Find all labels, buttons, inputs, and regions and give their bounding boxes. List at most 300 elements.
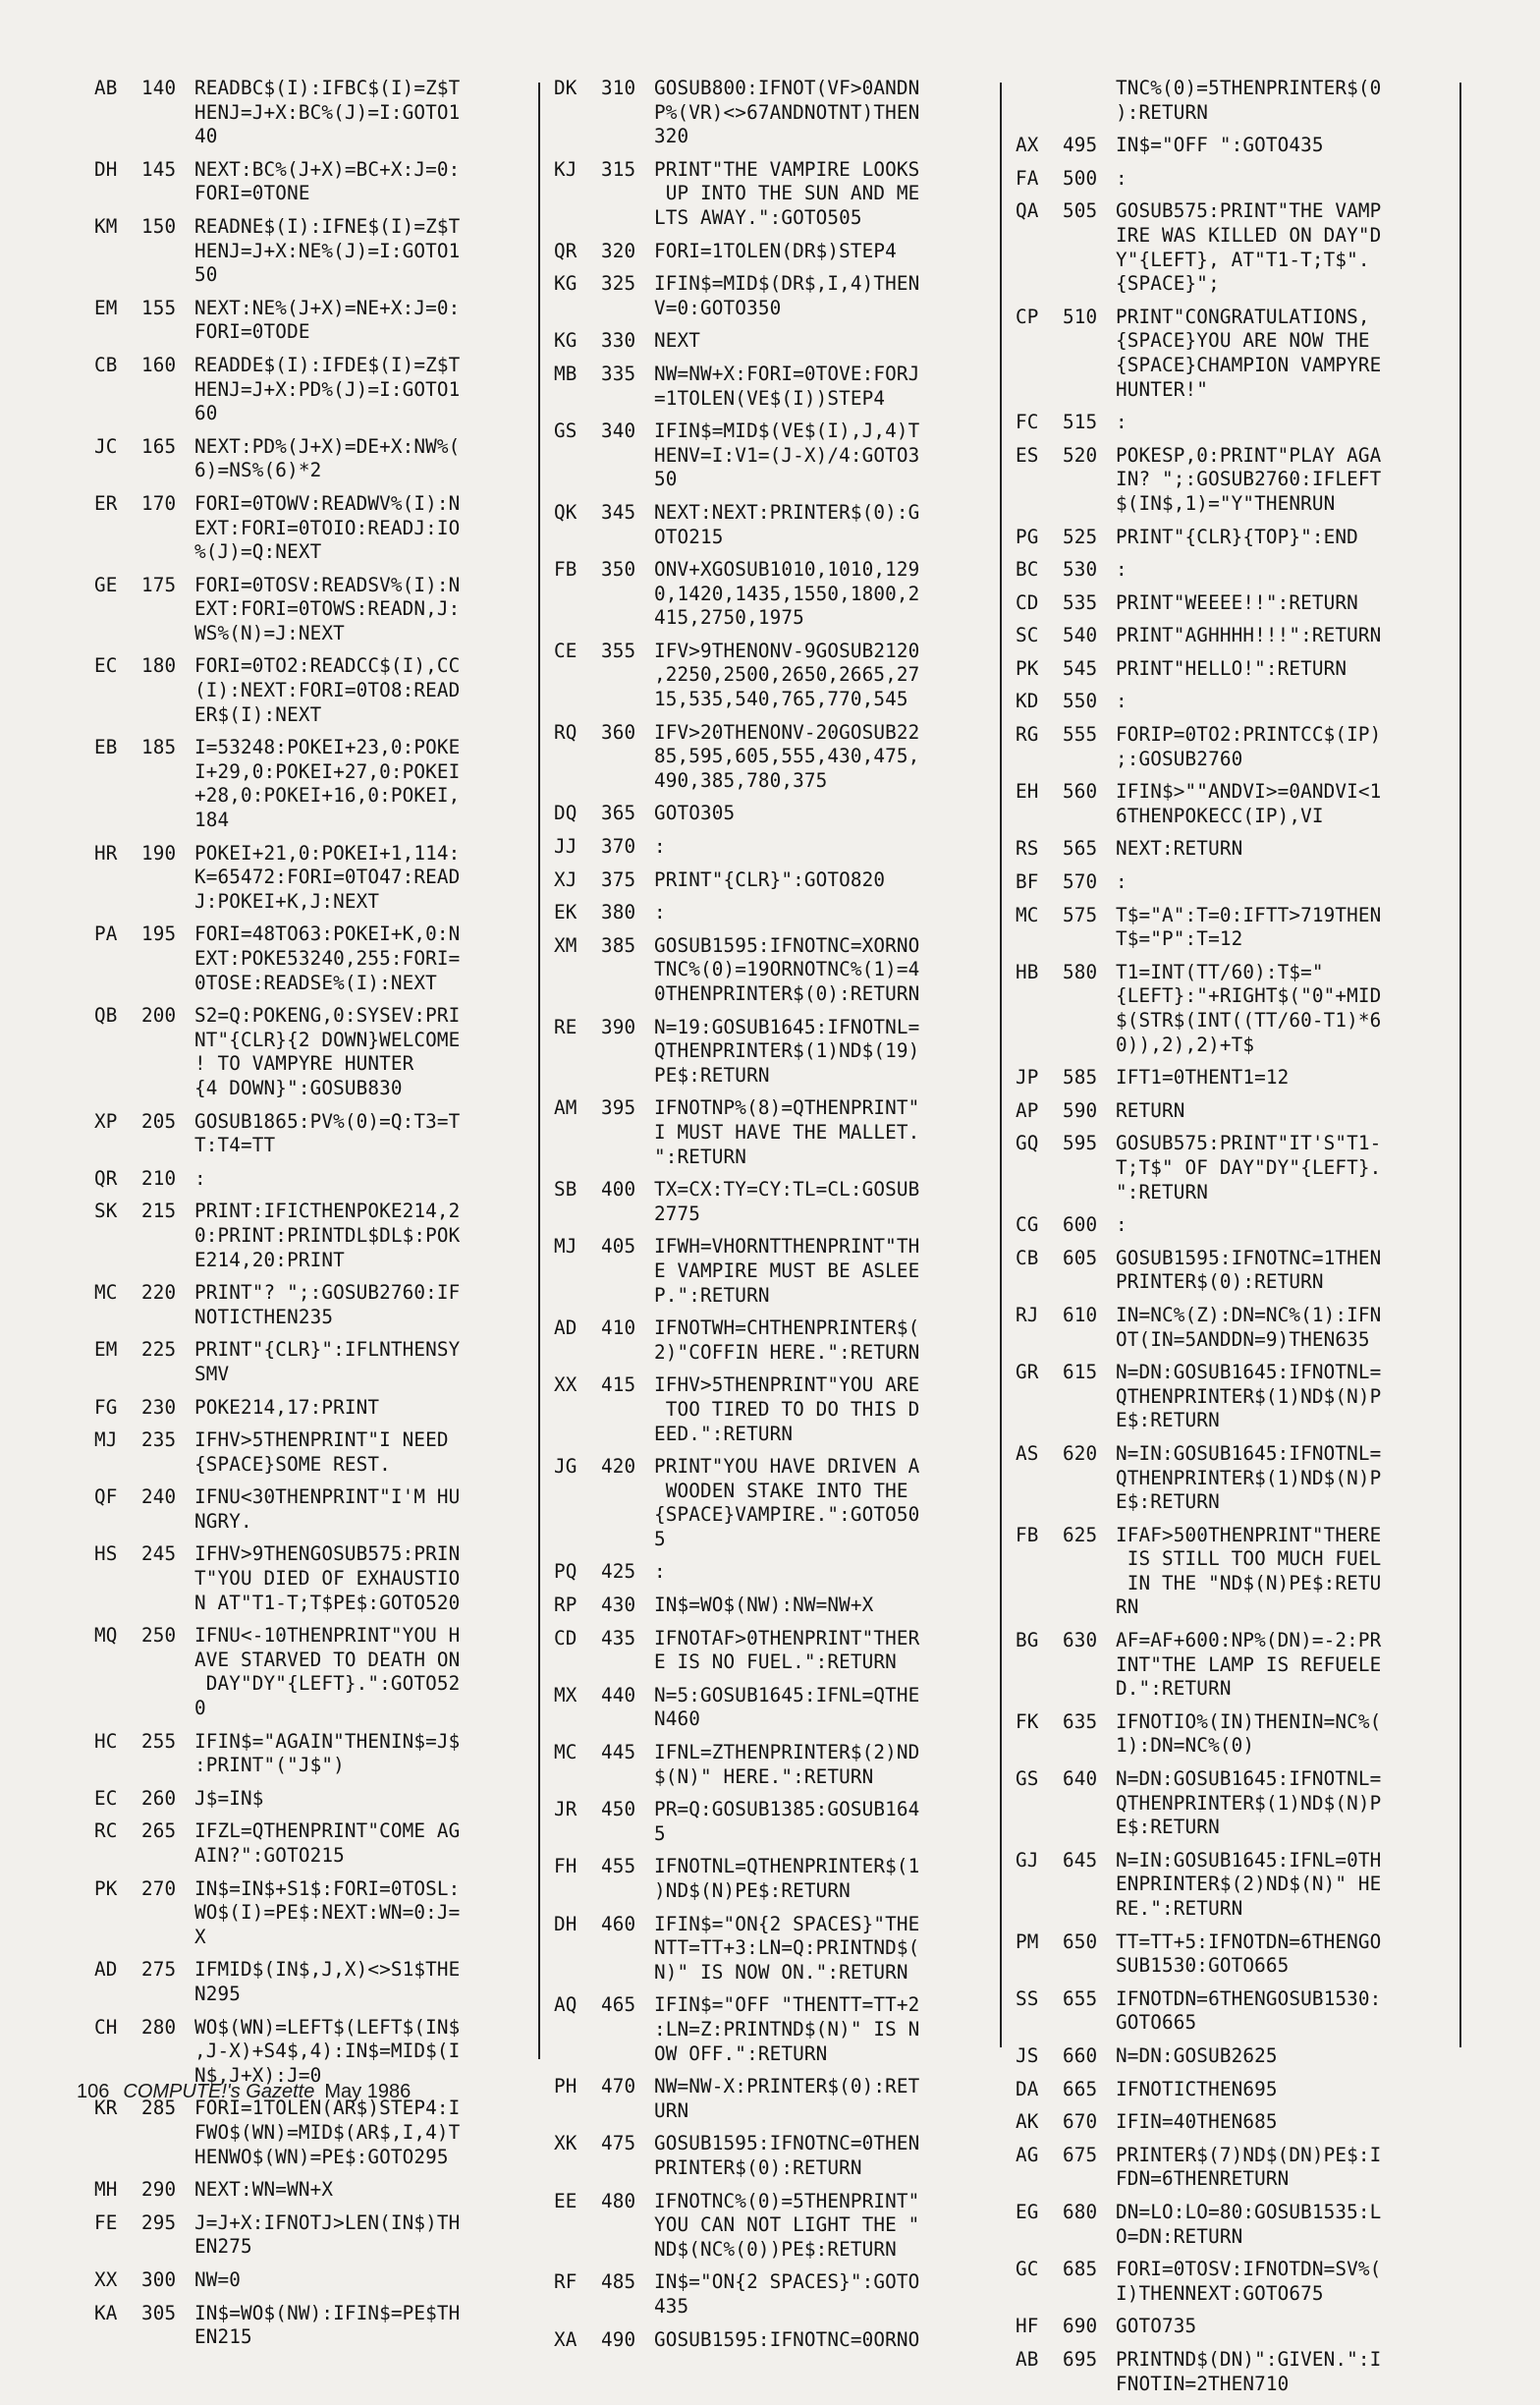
code-text: IFNOTWH=CHTHENPRINTER$( 2)"COFFIN HERE.":RETURN [654, 1316, 920, 1364]
listing-line [94, 1730, 526, 1778]
listing-line [1016, 2078, 1448, 2102]
line-number: 285 [141, 2097, 177, 2120]
line-number: 160 [141, 353, 177, 376]
listing-line [94, 2302, 526, 2350]
publication-name: COMPUTE!'s Gazette [123, 2081, 315, 2102]
code-text: GOSUB1595:IFNOTNC=0THEN PRINTER$(0):RETURN [654, 2132, 920, 2179]
line-number: 540 [1063, 624, 1098, 647]
checksum: JJ [554, 835, 578, 859]
line-number: 175 [141, 573, 177, 596]
checksum: SS [1016, 1986, 1039, 2010]
line-number: 235 [141, 1428, 177, 1452]
checksum: HF [1016, 2315, 1039, 2338]
checksum: XX [554, 1373, 578, 1397]
listing-line [94, 2016, 526, 2089]
line-number: 565 [1063, 837, 1098, 861]
checksum: EC [94, 654, 118, 678]
checksum: DK [554, 77, 578, 99]
code-text: GOTO735 [1116, 2315, 1197, 2338]
checksum: FE [94, 2210, 118, 2234]
code-text: GOTO305 [654, 802, 736, 825]
line-number: 625 [1063, 1523, 1098, 1546]
listing-line [1016, 2201, 1448, 2249]
listing-line [94, 1819, 526, 1868]
line-number: 390 [601, 1015, 636, 1038]
checksum: KJ [554, 157, 578, 181]
code-text: READDE$(I):IFDE$(I)=Z$T HENJ=J+X:PD%(J)=I:GOTO1 60 [194, 353, 461, 425]
listing-line [1016, 837, 1448, 862]
code-text: RETURN [1116, 1098, 1185, 1122]
listing-line [554, 272, 986, 320]
listing-line [1016, 134, 1448, 158]
checksum: MH [94, 2178, 118, 2202]
line-number: 620 [1063, 1441, 1098, 1465]
code-text: TX=CX:TY=CY:TL=CL:GOSUB 2775 [654, 1178, 920, 1225]
listing-line [1016, 1099, 1448, 1124]
listing-line [554, 2270, 986, 2319]
listing-line [1016, 558, 1448, 583]
code-text: GOSUB575:PRINT"IT'S"T1- T;T$" OF DAY"DY"{LEFT}. ":RETURN [1116, 1132, 1382, 1203]
checksum: RG [1016, 723, 1039, 747]
checksum: EE [554, 2189, 578, 2212]
checksum: EM [94, 1338, 118, 1362]
checksum: XP [94, 1109, 118, 1133]
checksum: DH [94, 157, 118, 181]
line-number: 150 [141, 214, 177, 238]
checksum: GR [1016, 1361, 1039, 1384]
line-number: 465 [601, 1993, 636, 2017]
line-number: 340 [601, 419, 636, 443]
listing-line [94, 1281, 526, 1329]
checksum: HB [1016, 960, 1039, 983]
line-number: 140 [141, 77, 177, 99]
code-text: GOSUB1595:IFNOTNC=XORNO TNC%(0)=19ORNOTNC%(1)=4 0THENPRINTER$(0):RETURN [654, 933, 920, 1005]
listing-line [554, 1855, 986, 1903]
listing-line [1016, 526, 1448, 550]
line-number: 545 [1063, 656, 1098, 680]
code-text: IN$=WO$(NW):IFIN$=PE$TH EN215 [194, 2301, 461, 2349]
listing-line [554, 1235, 986, 1308]
checksum: XA [554, 2327, 578, 2351]
code-text: NW=NW-X:PRINTER$(0):RET URN [654, 2075, 920, 2122]
code-text: IFIN=40THEN685 [1116, 2110, 1278, 2134]
code-text: PRINT"YOU HAVE DRIVEN A WOODEN STAKE INTO THE {SPACE}VAMPIRE.":GOTO50 5 [654, 1455, 920, 1550]
line-number: 325 [601, 272, 636, 296]
listing-line [554, 558, 986, 631]
line-number: 585 [1063, 1066, 1098, 1090]
checksum: ER [94, 491, 118, 515]
line-number: 350 [601, 558, 636, 582]
line-number: 470 [601, 2075, 636, 2098]
listing-line [554, 158, 986, 231]
code-text: IN$=WO$(NW):NW=NW+X [654, 1594, 874, 1617]
checksum: FC [1016, 411, 1039, 434]
code-text: IFNOTAF>0THENPRINT"THER E IS NO FUEL.":RETURN [654, 1626, 920, 1674]
checksum: HR [94, 841, 118, 865]
line-number: 510 [1063, 305, 1098, 328]
checksum: ES [1016, 443, 1039, 467]
checksum: KR [94, 2097, 118, 2120]
listing-line [1016, 1132, 1448, 1204]
code-text: IFV>9THENONV-9GOSUB2120 ,2250,2500,2650,2665,27 15,535,540,765,770,545 [654, 639, 920, 711]
code-text: N=DN:GOSUB1645:IFNOTNL= QTHENPRINTER$(1)ND$(N)P E$:RETURN [1116, 1767, 1382, 1839]
checksum: AK [1016, 2110, 1039, 2134]
listing-line [94, 492, 526, 565]
checksum: AG [1016, 2143, 1039, 2166]
checksum: EH [1016, 780, 1039, 804]
code-text: PRINT:IFICTHENPOKE214,2 0:PRINT:PRINTDL$DL$:POK E214,20:PRINT [194, 1200, 461, 1271]
code-text: PRINT"{CLR}":GOTO820 [654, 867, 886, 891]
code-text: IN$="OFF ":GOTO435 [1116, 134, 1324, 157]
line-number [1063, 77, 1116, 125]
listing-line [94, 1396, 526, 1421]
code-text: FORIP=0TO2:PRINTCC$(IP) ;:GOSUB2760 [1116, 723, 1382, 770]
line-number: 480 [601, 2189, 636, 2212]
code-text: : [1116, 870, 1128, 894]
code-text: NEXT:NE%(J+X)=NE+X:J=0: FORI=0TODE [194, 296, 461, 344]
code-text: IFIN$="ON{2 SPACES}"THE NTT=TT+3:LN=Q:PRINTND$( N)" IS NOW ON.":RETURN [654, 1912, 920, 1984]
code-text: IFHV>5THENPRINT"YOU ARE TOO TIRED TO DO THIS D EED.":RETURN [654, 1373, 920, 1445]
line-number: 490 [601, 2327, 636, 2351]
line-number: 155 [141, 296, 177, 319]
code-text: FORI=48TO63:POKEI+K,0:N EXT:POKE53240,255:FORI= 0TOSE:READSE%(I):NEXT [194, 923, 461, 994]
code-text: PRINT"AGHHHH!!!":RETURN [1116, 624, 1382, 647]
code-text: N=5:GOSUB1645:IFNL=QTHE N460 [654, 1683, 920, 1731]
code-text: GOSUB575:PRINT"THE VAMP IRE WAS KILLED ON DAY"D Y"{LEFT}, AT"T1-T;T$". {SPACE}"; [1116, 199, 1382, 296]
code-text: PRINT"? ";:GOSUB2760:IF NOTICTHEN235 [194, 1281, 461, 1328]
listing-line [1016, 1213, 1448, 1238]
line-number: 595 [1063, 1132, 1098, 1155]
listing-line [94, 297, 526, 345]
listing-line [554, 2328, 986, 2353]
line-number: 435 [601, 1626, 636, 1650]
line-number: 590 [1063, 1098, 1098, 1122]
line-number: 650 [1063, 1930, 1098, 1953]
line-number: 355 [601, 639, 636, 662]
line-number: 460 [601, 1912, 636, 1935]
listing-line [1016, 306, 1448, 402]
checksum: CD [554, 1626, 578, 1650]
checksum: HC [94, 1729, 118, 1753]
listing-line [1016, 780, 1448, 828]
line-number: 410 [601, 1316, 636, 1340]
checksum: GS [554, 419, 578, 443]
checksum: JP [1016, 1066, 1039, 1090]
listing-line [554, 1316, 986, 1365]
checksum: GS [1016, 1767, 1039, 1791]
checksum: EC [94, 1786, 118, 1810]
line-number: 220 [141, 1281, 177, 1305]
code-text: IN$=IN$+S1$:FORI=0TOSL: WO$(I)=PE$:NEXT:WN=0:J= X [194, 1876, 461, 1948]
line-number: 165 [141, 434, 177, 458]
checksum: XX [94, 2267, 118, 2291]
code-text: : [194, 1166, 206, 1190]
line-number: 365 [601, 802, 636, 825]
line-number: 495 [1063, 134, 1098, 157]
code-text: : [654, 901, 666, 924]
code-text: NEXT [654, 329, 701, 353]
code-text: T$="A":T=0:IFTT>719THEN T$="P":T=12 [1116, 903, 1382, 951]
code-text: PRINT"HELLO!":RETURN [1116, 656, 1348, 680]
listing-line [1016, 2144, 1448, 2192]
checksum: MC [554, 1741, 578, 1764]
code-text: GOSUB1865:PV%(0)=Q:T3=T T:T4=TT [194, 1109, 461, 1157]
code-text: NW=NW+X:FORI=0TOVE:FORJ =1TOLEN(VE$(I))STEP4 [654, 362, 920, 410]
checksum: AM [554, 1096, 578, 1120]
code-text: IN$="ON{2 SPACES}":GOTO 435 [654, 2270, 920, 2318]
code-text: I=53248:POKEI+23,0:POKE I+29,0:POKEI+27,0:POKEI +28,0:POKEI+16,0:POKEI, 184 [194, 736, 461, 832]
checksum [1016, 77, 1063, 125]
code-text: IFNU<30THENPRINT"I'M HU NGRY. [194, 1485, 461, 1533]
listing-line [1016, 2348, 1448, 2396]
listing-line [94, 923, 526, 995]
line-number: 360 [601, 720, 636, 744]
code-text: PRINT"THE VAMPIRE LOOKS UP INTO THE SUN AND ME LTS AWAY.":GOTO505 [654, 157, 920, 229]
line-number: 395 [601, 1096, 636, 1120]
listing-line [94, 1958, 526, 2006]
checksum: GC [1016, 2258, 1039, 2281]
listing-line [554, 1096, 986, 1169]
listing-line [94, 842, 526, 915]
code-text: IFZL=QTHENPRINT"COME AG AIN?":GOTO215 [194, 1819, 461, 1867]
listing-line [554, 934, 986, 1007]
line-number: 550 [1063, 690, 1098, 713]
line-number: 525 [1063, 525, 1098, 548]
checksum: RQ [554, 720, 578, 744]
page-footer [77, 2081, 411, 2103]
listing-line [1016, 2044, 1448, 2069]
code-text: T1=INT(TT/60):T$=" {LEFT}:"+RIGHT$("0"+MID $(STR$(INT((TT/60-T1)*6 0)),2),2)+T$ [1116, 960, 1382, 1056]
line-number: 375 [601, 867, 636, 891]
code-text: IN=NC%(Z):DN=NC%(1):IFN OT(IN=5ANDDN=9)THEN635 [1116, 1303, 1382, 1351]
listing-line [554, 2132, 986, 2180]
checksum: PK [94, 1876, 118, 1900]
code-text: PRINT"CONGRATULATIONS, {SPACE}YOU ARE NOW THE {SPACE}CHAMPION VAMPYRE HUNTER!" [1116, 305, 1382, 401]
line-number: 555 [1063, 723, 1098, 747]
listing-line [554, 1798, 986, 1846]
line-number: 295 [141, 2210, 177, 2234]
listing-line [94, 2268, 526, 2293]
listing-line [1016, 1066, 1448, 1091]
listing-line [554, 835, 986, 860]
checksum: GE [94, 573, 118, 596]
checksum: KA [94, 2301, 118, 2324]
line-number: 225 [141, 1338, 177, 1362]
code-text: : [654, 835, 666, 859]
code-text: IFIN$=MID$(VE$(I),J,4)T HENV=I:V1=(J-X)/4:GOTO3 50 [654, 419, 920, 491]
line-number: 145 [141, 157, 177, 181]
checksum: SC [1016, 624, 1039, 647]
code-text: ONV+XGOSUB1010,1010,129 0,1420,1435,1550,1800,2 415,2750,1975 [654, 558, 920, 630]
listing-line [1016, 1247, 1448, 1295]
checksum: SK [94, 1200, 118, 1223]
listing-line [94, 1167, 526, 1192]
listing-line [554, 721, 986, 794]
line-number: 185 [141, 736, 177, 759]
line-number: 520 [1063, 443, 1098, 467]
line-number: 660 [1063, 2043, 1098, 2067]
listing-line [94, 1004, 526, 1100]
code-text: TNC%(0)=5THENPRINTER$(0 ):RETURN [1116, 77, 1382, 124]
checksum: CP [1016, 305, 1039, 328]
checksum: PH [554, 2075, 578, 2098]
checksum: MC [1016, 903, 1039, 926]
line-number: 245 [141, 1542, 177, 1566]
code-text: N=IN:GOSUB1645:IFNOTNL= QTHENPRINTER$(1)ND$(N)P E$:RETURN [1116, 1441, 1382, 1514]
listing-line [1016, 411, 1448, 435]
listing-column-1 [94, 77, 526, 2359]
listing-line [1016, 904, 1448, 952]
code-text: GOSUB800:IFNOT(VF>0ANDN P%(VR)<>67ANDNOTNT)THEN 320 [654, 77, 920, 148]
code-text: : [1116, 690, 1128, 713]
listing-line [554, 501, 986, 549]
listing-line [94, 736, 526, 832]
line-number: 300 [141, 2267, 177, 2291]
code-text: PRINTND$(DN)":GIVEN.":I FNOTIN=2THEN710 [1116, 2347, 1382, 2395]
line-number: 415 [601, 1373, 636, 1397]
code-text: IFIN$="OFF "THENTT=TT+2 :LN=Z:PRINTND$(N)" IS N OW OFF.":RETURN [654, 1993, 920, 2065]
checksum: MJ [554, 1235, 578, 1258]
listing-line [554, 2190, 986, 2263]
listing-line [94, 1542, 526, 1615]
listing-line [94, 1428, 526, 1477]
listing-line [1016, 1629, 1448, 1702]
checksum: XM [554, 933, 578, 957]
line-number: 280 [141, 2015, 177, 2039]
line-number: 675 [1063, 2143, 1098, 2166]
listing-line [94, 2097, 526, 2169]
listing-line [554, 419, 986, 492]
code-text: FORI=0TOSV:READSV%(I):N EXT:FORI=0TOWS:READN,J: WS%(N)=J:NEXT [194, 573, 461, 644]
checksum: QK [554, 500, 578, 524]
checksum: MJ [94, 1428, 118, 1452]
listing-line [94, 1877, 526, 1950]
checksum: BG [1016, 1629, 1039, 1652]
line-number: 670 [1063, 2110, 1098, 2134]
listing-line [1016, 2258, 1448, 2306]
code-text: TT=TT+5:IFNOTDN=6THENGO SUB1530:GOTO665 [1116, 1930, 1382, 1978]
checksum: KM [94, 214, 118, 238]
code-text: IFNOTNP%(8)=QTHENPRINT" I MUST HAVE THE MALLET. ":RETURN [654, 1096, 920, 1168]
line-number: 210 [141, 1166, 177, 1190]
checksum: RP [554, 1594, 578, 1617]
listing-line [1016, 690, 1448, 714]
checksum: QB [94, 1004, 118, 1028]
code-text: POKE214,17:PRINT [194, 1395, 380, 1419]
checksum: JG [554, 1455, 578, 1479]
line-number: 400 [601, 1178, 636, 1202]
listing-line [94, 77, 526, 149]
checksum: AS [1016, 1441, 1039, 1465]
listing-line [554, 2075, 986, 2123]
listing-line [1016, 870, 1448, 895]
listing-line [94, 1200, 526, 1272]
checksum: PQ [554, 1560, 578, 1584]
code-text: POKEI+21,0:POKEI+1,114: K=65472:FORI=0TO47:READ J:POKEI+K,J:NEXT [194, 841, 461, 913]
listing-line [554, 1016, 986, 1089]
checksum: CB [1016, 1246, 1039, 1269]
line-number: 575 [1063, 903, 1098, 926]
checksum: XK [554, 2132, 578, 2155]
checksum: AB [1016, 2347, 1039, 2371]
listing-line [1016, 1710, 1448, 1759]
line-number: 535 [1063, 590, 1098, 614]
line-number: 505 [1063, 199, 1098, 223]
code-text: GOSUB1595:IFNOTNC=0ORNO [654, 2327, 920, 2351]
code-text: IFV>20THENONV-20GOSUB22 85,595,605,555,430,475, 490,385,780,375 [654, 720, 920, 792]
line-number: 385 [601, 933, 636, 957]
code-text: IFAF>500THENPRINT"THERE IS STILL TOO MUCH FUEL IN THE "ND$(N)PE$:RETU RN [1116, 1523, 1382, 1619]
code-text: PRINT"{CLR}":IFLNTHENSY SMV [194, 1338, 461, 1385]
checksum: AP [1016, 1098, 1039, 1122]
code-text: READNE$(I):IFNE$(I)=Z$T HENJ=J+X:NE%(J)=I:GOTO1 50 [194, 214, 461, 287]
code-text: : [1116, 166, 1128, 190]
listing-line [554, 1178, 986, 1226]
checksum: QA [1016, 199, 1039, 223]
checksum: GQ [1016, 1132, 1039, 1155]
code-text: IFNOTDN=6THENGOSUB1530: GOTO665 [1116, 1986, 1382, 2035]
line-number: 250 [141, 1624, 177, 1648]
listing-line [1016, 961, 1448, 1057]
checksum: PK [1016, 656, 1039, 680]
listing-line [94, 1787, 526, 1812]
code-text: FORI=0TOSV:IFNOTDN=SV%( I)THENNEXT:GOTO675 [1116, 2258, 1382, 2305]
line-number: 370 [601, 835, 636, 859]
listing-line [1016, 1524, 1448, 1620]
code-text: NEXT:BC%(J+X)=BC+X:J=0: FORI=0TONE [194, 157, 461, 205]
listing-line [554, 1741, 986, 1789]
checksum: AD [94, 1958, 118, 1982]
line-number: 330 [601, 329, 636, 353]
checksum: AD [554, 1316, 578, 1340]
code-text: J=J+X:IFNOTJ>LEN(IN$)TH EN275 [194, 2210, 461, 2259]
line-number: 260 [141, 1786, 177, 1810]
checksum: KG [554, 329, 578, 353]
line-number: 655 [1063, 1986, 1098, 2010]
listing-column-2 [554, 77, 986, 2361]
line-number: 450 [601, 1798, 636, 1821]
listing-line [1016, 167, 1448, 192]
line-number: 240 [141, 1485, 177, 1509]
line-number: 615 [1063, 1361, 1098, 1384]
line-number: 430 [601, 1594, 636, 1617]
code-text: GOSUB1595:IFNOTNC=1THEN PRINTER$(0):RETURN [1116, 1246, 1382, 1294]
checksum: AB [94, 77, 118, 99]
checksum: JC [94, 434, 118, 458]
checksum: EK [554, 901, 578, 924]
checksum: AQ [554, 1993, 578, 2017]
line-number: 680 [1063, 2200, 1098, 2223]
checksum: DA [1016, 2077, 1039, 2100]
checksum: PA [94, 923, 118, 946]
listing-column-3 [1016, 77, 1448, 2405]
checksum: QR [554, 239, 578, 262]
checksum: RE [554, 1015, 578, 1038]
listing-line [94, 435, 526, 483]
checksum: EB [94, 736, 118, 759]
listing-line [554, 1684, 986, 1732]
checksum: CE [554, 639, 578, 662]
checksum: JR [554, 1798, 578, 1821]
code-text: S2=Q:POKENG,0:SYSEV:PRI NT"{CLR}{2 DOWN}WELCOME ! TO VAMPYRE HUNTER {4 DOWN}":GOSUB830 [194, 1004, 461, 1099]
line-number: 530 [1063, 558, 1098, 582]
code-text: NEXT:RETURN [1116, 837, 1243, 861]
checksum: MQ [94, 1624, 118, 1648]
line-number: 265 [141, 1819, 177, 1843]
issue-date: May 1986 [324, 2081, 412, 2102]
listing-line [94, 1338, 526, 1386]
listing-line [1016, 444, 1448, 517]
